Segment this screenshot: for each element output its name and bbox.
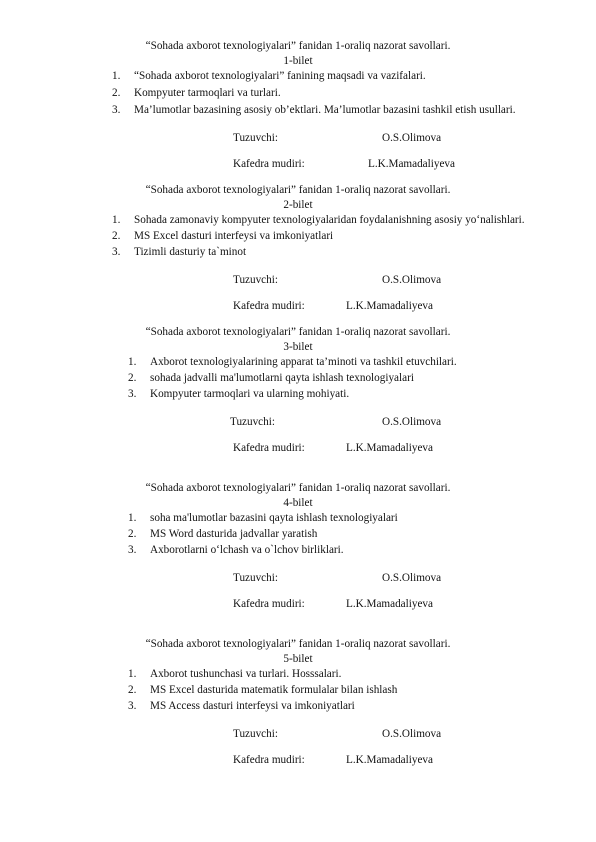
question-item [128, 387, 349, 401]
question-item [112, 103, 516, 117]
question-text: Sohada zamonaviy kompyuter texnologiyalaridan foydalanishning asosiy yo‘nalishlari. [134, 214, 525, 226]
ticket-number: 3-bilet [283, 341, 313, 353]
head-name: L.K.Mamadaliyeva [346, 754, 433, 766]
question-text: Kompyuter tarmoqlari va ularning mohiyati. [150, 388, 350, 400]
question-text: Axborotlarni o‘lchash va o`lchov birliklari. [150, 544, 344, 556]
question-item [112, 86, 281, 100]
question-item [128, 667, 341, 681]
head-label: Kafedra mudiri: [233, 300, 305, 312]
question-text: Tizimli dasturiy ta`minot [134, 246, 247, 258]
ticket-number: 5-bilet [283, 653, 313, 665]
question-text: Axborot tushunchasi va turlari. Hosssalari. [150, 668, 342, 680]
question-text: “Sohada axborot texnologiyalari” fanining maqsadi va vazifalari. [134, 70, 426, 82]
question-item [112, 213, 525, 227]
question-number: 3. [128, 544, 137, 556]
question-number: 2. [112, 230, 121, 242]
question-number: 2. [128, 684, 137, 696]
compiler-name: O.S.Olimova [382, 416, 442, 428]
question-number: 3. [112, 246, 121, 258]
question-item [128, 527, 317, 541]
ticket-number: 2-bilet [283, 199, 313, 211]
question-number: 3. [128, 388, 137, 400]
compiler-name: O.S.Olimova [382, 728, 442, 740]
question-text: MS Word dasturida jadvallar yaratish [150, 528, 318, 540]
head-label: Kafedra mudiri: [233, 158, 305, 170]
question-item [128, 511, 398, 525]
head-label: Kafedra mudiri: [233, 598, 305, 610]
compiler-label: Tuzuvchi: [233, 572, 278, 584]
compiler-name: O.S.Olimova [382, 132, 442, 144]
question-number: 2. [112, 87, 121, 99]
head-name: L.K.Mamadaliyeva [368, 158, 455, 170]
question-text: soha ma'lumotlar bazasini qayta ishlash texnologiyalari [150, 512, 398, 524]
head-label: Kafedra mudiri: [233, 442, 305, 454]
question-number: 1. [112, 70, 121, 82]
question-number: 2. [128, 528, 137, 540]
question-number: 1. [128, 512, 137, 524]
question-item [112, 245, 246, 259]
question-item [112, 69, 426, 83]
question-text: MS Excel dasturida matematik formulalar bilan ishlash [150, 684, 398, 696]
question-item [128, 355, 457, 369]
compiler-name: O.S.Olimova [382, 274, 442, 286]
question-number: 1. [128, 668, 137, 680]
question-item [128, 699, 355, 713]
ticket-number: 1-bilet [283, 55, 313, 67]
question-number: 2. [128, 372, 137, 384]
question-item [128, 543, 344, 557]
question-number: 1. [128, 356, 137, 368]
ticket-number: 4-bilet [283, 497, 313, 509]
question-number: 3. [128, 700, 137, 712]
question-text: sohada jadvalli ma'lumotlarni qayta ishlash texnologiyalari [150, 372, 414, 384]
ticket-title: “Sohada axborot texnologiyalari” fanidan 1-oraliq nazorat savollari. [145, 482, 451, 494]
compiler-label: Tuzuvchi: [230, 416, 275, 428]
question-item [112, 229, 333, 243]
compiler-name: O.S.Olimova [382, 572, 442, 584]
question-text: Axborot texnologiyalarining apparat ta’minoti va tashkil etuvchilari. [150, 356, 457, 368]
ticket-title: “Sohada axborot texnologiyalari” fanidan 1-oraliq nazorat savollari. [145, 638, 451, 650]
question-number: 1. [112, 214, 121, 226]
ticket-title: “Sohada axborot texnologiyalari” fanidan 1-oraliq nazorat savollari. [145, 326, 451, 338]
head-name: L.K.Mamadaliyeva [346, 442, 433, 454]
compiler-label: Tuzuvchi: [233, 132, 278, 144]
compiler-label: Tuzuvchi: [233, 274, 278, 286]
question-item [128, 683, 397, 697]
question-text: MS Excel dasturi interfeysi va imkoniyatlari [134, 230, 334, 242]
question-text: MS Access dasturi interfeysi va imkoniyatlari [150, 700, 355, 712]
question-item [128, 371, 414, 385]
head-name: L.K.Mamadaliyeva [346, 300, 433, 312]
ticket-title: “Sohada axborot texnologiyalari” fanidan 1-oraliq nazorat savollari. [145, 40, 451, 52]
question-text: Kompyuter tarmoqlari va turlari. [134, 87, 281, 99]
question-number: 3. [112, 104, 121, 116]
question-text: Ma’lumotlar bazasining asosiy ob’ektlari. Ma’lumotlar bazasini tashkil etish usullari. [134, 104, 516, 116]
compiler-label: Tuzuvchi: [233, 728, 278, 740]
ticket-title: “Sohada axborot texnologiyalari” fanidan 1-oraliq nazorat savollari. [145, 184, 451, 196]
head-name: L.K.Mamadaliyeva [346, 598, 433, 610]
head-label: Kafedra mudiri: [233, 754, 305, 766]
